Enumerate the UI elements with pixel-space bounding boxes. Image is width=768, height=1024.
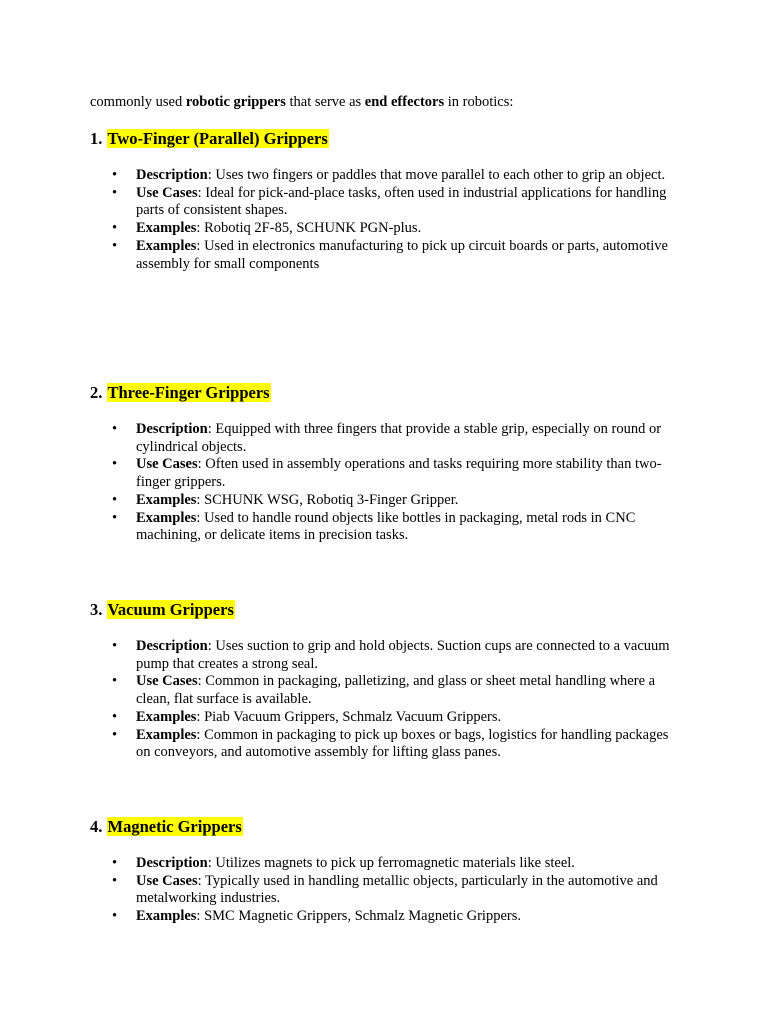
item-label: Description bbox=[136, 167, 208, 183]
list-item bbox=[90, 421, 680, 456]
intro-text: commonly used bbox=[90, 94, 186, 110]
section-title: Magnetic Grippers bbox=[107, 817, 242, 836]
list-item bbox=[90, 492, 680, 510]
bullet-icon: • bbox=[112, 184, 118, 201]
section-number: 1. bbox=[90, 129, 107, 148]
item-text: : Piab Vacuum Grippers, Schmalz Vacuum Grippers. bbox=[196, 708, 502, 725]
item-label: Description bbox=[136, 421, 208, 437]
list-item bbox=[90, 908, 680, 926]
item-text: : SCHUNK WSG, Robotiq 3-Finger Gripper. bbox=[196, 491, 459, 508]
item-text: : Robotiq 2F-85, SCHUNK PGN-plus. bbox=[196, 220, 422, 237]
list-item bbox=[90, 855, 680, 873]
item-label: Examples bbox=[136, 726, 197, 743]
section-heading bbox=[90, 599, 690, 621]
item-label: Examples bbox=[136, 220, 197, 237]
section-heading bbox=[90, 382, 690, 404]
bullet-icon: • bbox=[112, 167, 118, 183]
bullet-icon: • bbox=[112, 708, 118, 725]
item-label: Description bbox=[136, 855, 208, 871]
bullet-icon: • bbox=[112, 855, 118, 871]
bullet-icon: • bbox=[112, 237, 118, 254]
section-title: Vacuum Grippers bbox=[107, 600, 234, 619]
list-item bbox=[90, 873, 680, 908]
list-item bbox=[90, 709, 680, 727]
item-text: : SMC Magnetic Grippers, Schmalz Magnetic Grippers. bbox=[196, 908, 521, 925]
list-item bbox=[90, 727, 680, 762]
bullet-icon: • bbox=[112, 638, 118, 654]
list-item bbox=[90, 238, 680, 273]
bullet-icon: • bbox=[112, 456, 118, 473]
item-label: Examples bbox=[136, 509, 197, 526]
bullet-icon: • bbox=[112, 491, 118, 508]
section-title: Three-Finger Grippers bbox=[107, 383, 270, 402]
section-number: 3. bbox=[90, 600, 107, 619]
item-label: Use Cases bbox=[136, 673, 198, 690]
item-label: Examples bbox=[136, 491, 197, 508]
list-item bbox=[90, 167, 680, 185]
section-heading bbox=[90, 128, 690, 150]
intro-text: in robotics: bbox=[444, 94, 514, 110]
bullet-icon: • bbox=[112, 872, 118, 889]
list-item bbox=[90, 510, 680, 545]
item-text: : Used in electronics manufacturing to pick up circuit boards or parts, automotive assembly for small components bbox=[136, 237, 668, 272]
item-label: Examples bbox=[136, 908, 197, 925]
intro-bold-term: end effectors bbox=[364, 94, 445, 110]
list-item bbox=[90, 673, 680, 708]
item-text: : Often used in assembly operations and tasks requiring more stability than two-finger grippers. bbox=[136, 456, 662, 491]
section-heading bbox=[90, 816, 690, 838]
item-text: : Uses suction to grip and hold objects. Suction cups are connected to a vacuum pump that creates a strong seal. bbox=[136, 638, 670, 672]
intro-text: that serve as bbox=[285, 94, 365, 110]
item-label: Use Cases bbox=[136, 184, 198, 201]
bullet-icon: • bbox=[112, 421, 118, 437]
bullet-icon: • bbox=[112, 726, 118, 743]
item-label: Use Cases bbox=[136, 456, 198, 473]
item-text: : Utilizes magnets to pick up ferromagnetic materials like steel. bbox=[207, 855, 575, 871]
item-text: : Ideal for pick-and-place tasks, often used in industrial applications for handling parts of consistent shapes. bbox=[136, 184, 667, 219]
item-text: : Common in packaging to pick up boxes or bags, logistics for handling packages on conveyors, and automotive assembly for lifting glass panes. bbox=[136, 726, 669, 761]
item-text: : Equipped with three fingers that provide a stable grip, especially on round or cylindrical objects. bbox=[136, 421, 662, 455]
item-text: : Common in packaging, palletizing, and glass or sheet metal handling where a clean, flat surface is available. bbox=[136, 673, 656, 708]
section-three-finger-grippers bbox=[90, 382, 690, 544]
bullet-list bbox=[90, 421, 680, 545]
bullet-list bbox=[90, 167, 680, 273]
item-text: : Used to handle round objects like bottles in packaging, metal rods in CNC machining, or delicate items in precision tasks. bbox=[136, 509, 636, 544]
list-item bbox=[90, 456, 680, 491]
section-number: 2. bbox=[90, 383, 107, 402]
item-label: Use Cases bbox=[136, 872, 198, 889]
list-item bbox=[90, 638, 680, 673]
bullet-icon: • bbox=[112, 908, 118, 925]
item-label: Description bbox=[136, 638, 208, 654]
item-label: Examples bbox=[136, 708, 197, 725]
list-item bbox=[90, 220, 680, 238]
section-title: Two-Finger (Parallel) Grippers bbox=[107, 129, 328, 148]
list-item bbox=[90, 185, 680, 220]
bullet-list bbox=[90, 638, 680, 762]
item-text: : Uses two fingers or paddles that move parallel to each other to grip an object. bbox=[207, 167, 666, 183]
intro-paragraph bbox=[90, 93, 513, 111]
item-label: Examples bbox=[136, 237, 197, 254]
bullet-icon: • bbox=[112, 220, 118, 237]
intro-bold-term: robotic grippers bbox=[185, 94, 286, 110]
section-two-finger-grippers bbox=[90, 128, 690, 272]
section-number: 4. bbox=[90, 817, 107, 836]
bullet-list bbox=[90, 855, 680, 926]
section-magnetic-grippers bbox=[90, 816, 690, 925]
item-text: : Typically used in handling metallic objects, particularly in the automotive and metalworking industries. bbox=[136, 872, 658, 907]
bullet-icon: • bbox=[112, 673, 118, 690]
section-vacuum-grippers bbox=[90, 599, 690, 761]
bullet-icon: • bbox=[112, 509, 118, 526]
